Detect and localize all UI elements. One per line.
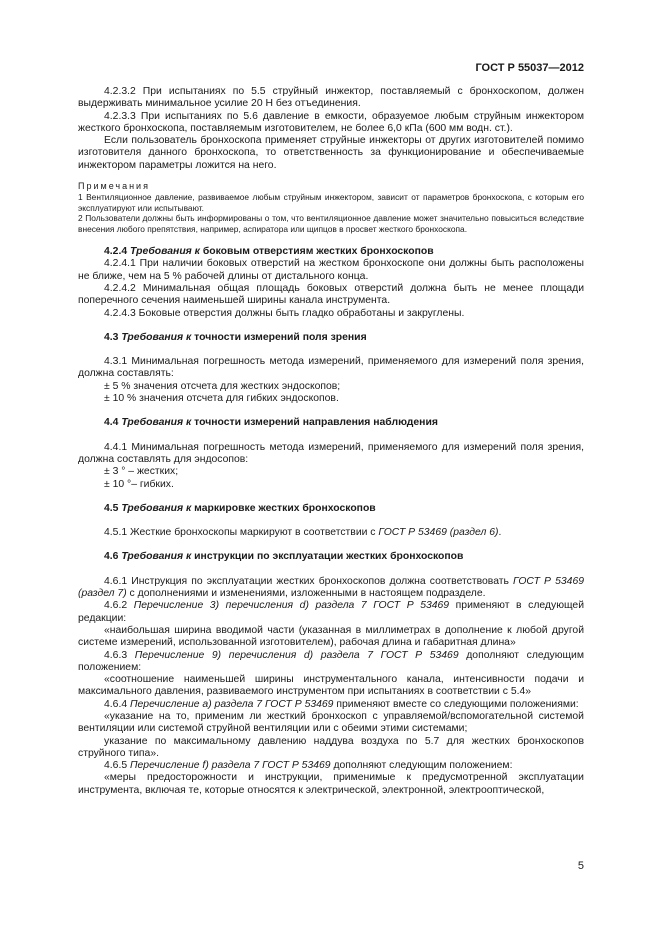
- section-requirement-word: Требования к: [121, 331, 192, 343]
- paragraph-4-2-4-1: 4.2.4.1 При наличии боковых отверстий на жестком бронхоскопе они должны быть расположены не ближе, чем на 5 % рабочей длины от дистального конца.: [78, 258, 584, 282]
- section-title: боковым отверстиям жестких бронхоскопов: [202, 246, 434, 258]
- section-number: 4.6: [104, 551, 119, 563]
- quote-4-6-4-pressure: указание по максимальному давлению наддува воздуха по 5.7 для жестких бронхоскопов струйного типа».: [78, 735, 584, 759]
- standard-reference: Перечисление f) раздела 7 ГОСТ Р 53469: [130, 760, 331, 772]
- text: 4.6.4: [104, 698, 130, 710]
- page-number: 5: [577, 860, 584, 872]
- paragraph-4-6-2: [78, 600, 584, 625]
- text: 4.5.1 Жесткие бронхоскопы маркируют в соответствии с: [104, 527, 379, 539]
- text: .: [498, 527, 502, 539]
- text: применяют в следующей редакции:: [78, 600, 585, 624]
- paragraph-injector-responsibility: Если пользователь бронхоскопа применяет струйные инжекторы от других изготовителей помимо изготовителя данного бронхоскопа, то ответственность за функционирование и обеспечиваемые инжектором параметры ложится на него.: [78, 135, 584, 171]
- standard-reference: Перечисление 9) перечисления d) раздела 7 ГОСТ Р 53469: [134, 649, 459, 661]
- section-title: инструкции по эксплуатации жестких бронхоскопов: [194, 551, 464, 563]
- standard-reference: Перечисление a) раздела 7 ГОСТ Р 53469: [130, 698, 334, 710]
- document-page: [78, 0, 584, 935]
- section-heading-4-2-4: [78, 246, 584, 258]
- section-requirement-word: Требования к: [121, 417, 192, 429]
- quote-4-6-4-ventilation: «указание на то, применим ли жесткий бронхоскоп с управляемой/вспомогательной системой вентиляции или системой струйной вентиляции или с обеими этими системами;: [78, 710, 584, 735]
- paragraph-4-6-4: [78, 699, 584, 711]
- section-number: 4.5: [104, 502, 119, 514]
- text: дополняют следующим положением:: [78, 649, 584, 673]
- section-title: точности измерений направления наблюдения: [194, 417, 438, 429]
- notes-title: Примечания: [78, 181, 150, 192]
- paragraph-4-4-1: 4.4.1 Минимальная погрешность метода измерений, применяемого для измерений поля зрения, должна составлять для эндосопов:: [78, 441, 584, 465]
- text: применяют вместе со следующими положениями:: [333, 698, 579, 710]
- list-item: ± 5 % значения отсчета для жестких эндоскопов;: [104, 380, 341, 392]
- text: с дополнениями и изменениями, изложенными в настоящем подразделе.: [126, 588, 486, 600]
- section-number: 4.2.4: [104, 246, 128, 258]
- section-requirement-word: Требования к: [121, 551, 192, 563]
- quote-4-6-3: «соотношение наименьшей ширины инструментального канала, интенсивности подачи и максимального давления, развиваемого инструментом при испытаниях в соответствии с 5.4»: [78, 674, 584, 698]
- quote-4-6-2: «наибольшая ширина вводимой части (указанная в миллиметрах в дополнение к любой другой системе измерений, использованной изготовителем), рабочая длина и габаритная длина»: [78, 624, 584, 649]
- note-2: 2 Пользователи должны быть информированы о том, что вентиляционное давление может значительно повыситься вследствие внесения любого препятствия, например, аспиратора или щипцов в просвет жесткого бронхоскопа.: [78, 213, 584, 234]
- section-title: точности измерений поля зрения: [194, 331, 367, 343]
- section-requirement-word: Требования к: [121, 502, 192, 514]
- text: 4.6.3: [104, 649, 135, 661]
- section-number: 4.3: [104, 331, 119, 343]
- paragraph-4-6-1: [78, 576, 584, 601]
- paragraph-4-2-3-2: 4.2.3.2 При испытаниях по 5.5 струйный инжектор, поставляемый с бронхоскопом, должен выдерживать минимальное усилие 20 Н без отъединения.: [78, 86, 584, 110]
- paragraph-4-6-5: [78, 760, 584, 772]
- paragraph-4-2-3-3: 4.2.3.3 При испытаниях по 5.6 давление в емкости, образуемое любым струйным инжектором жесткого бронхоскопа, поставляемым изготовителем, не более 6,0 кПа (600 мм водн. ст.).: [78, 110, 584, 134]
- section-heading-4-3: [78, 332, 584, 344]
- section-number: 4.4: [104, 417, 119, 429]
- text: дополняют следующим положением:: [330, 760, 513, 772]
- section-heading-4-4: [78, 417, 584, 429]
- quote-4-6-5: «меры предосторожности и инструкции, применимые к предусмотренной эксплуатации инструмента, включая те, которые относятся к электрической, электронной, электрооптической,: [78, 772, 584, 796]
- paragraph-4-2-4-3: 4.2.4.3 Боковые отверстия должны быть гладко обработаны и закруглены.: [104, 307, 465, 319]
- note-1: 1 Вентиляционное давление, развиваемое любым струйным инжектором, зависит от параметров бронхоскопа, с которым его эксплуатируют или испытывают.: [78, 192, 584, 213]
- section-requirement-word: Требования к: [130, 246, 200, 258]
- paragraph-4-6-3: [78, 650, 584, 675]
- section-title: маркировке жестких бронхоскопов: [194, 502, 376, 514]
- list-item: ± 10 °– гибких.: [104, 478, 174, 490]
- paragraph-4-3-1: 4.3.1 Минимальная погрешность метода измерений, применяемого для измерений поля зрения, должна составлять:: [78, 356, 584, 380]
- section-heading-4-6: [78, 551, 584, 563]
- text: 4.6.2: [104, 600, 134, 612]
- text: 4.6.1 Инструкция по эксплуатации жестких бронхоскопов должна соответствовать: [104, 575, 514, 587]
- list-item: ± 10 % значения отсчета для гибких эндоскопов.: [104, 393, 339, 405]
- document-body: [78, 86, 584, 797]
- standard-reference: ГОСТ Р 53469 (раздел 7): [78, 575, 584, 600]
- paragraph-4-5-1: [78, 527, 584, 539]
- section-heading-4-5: [78, 503, 584, 515]
- document-code: ГОСТ Р 55037—2012: [475, 62, 584, 74]
- paragraph-4-2-4-2: 4.2.4.2 Минимальная общая площадь боковых отверстий должна быть не менее площади поперечного сечения наименьшей ширины канала инструмента.: [78, 282, 584, 307]
- standard-reference: Перечисление 3) перечисления d) раздела 7 ГОСТ Р 53469: [133, 600, 450, 612]
- text: 4.6.5: [104, 760, 130, 772]
- standard-reference: ГОСТ Р 53469 (раздел 6): [378, 527, 499, 539]
- list-item: ± 3 ° – жестких;: [104, 466, 179, 478]
